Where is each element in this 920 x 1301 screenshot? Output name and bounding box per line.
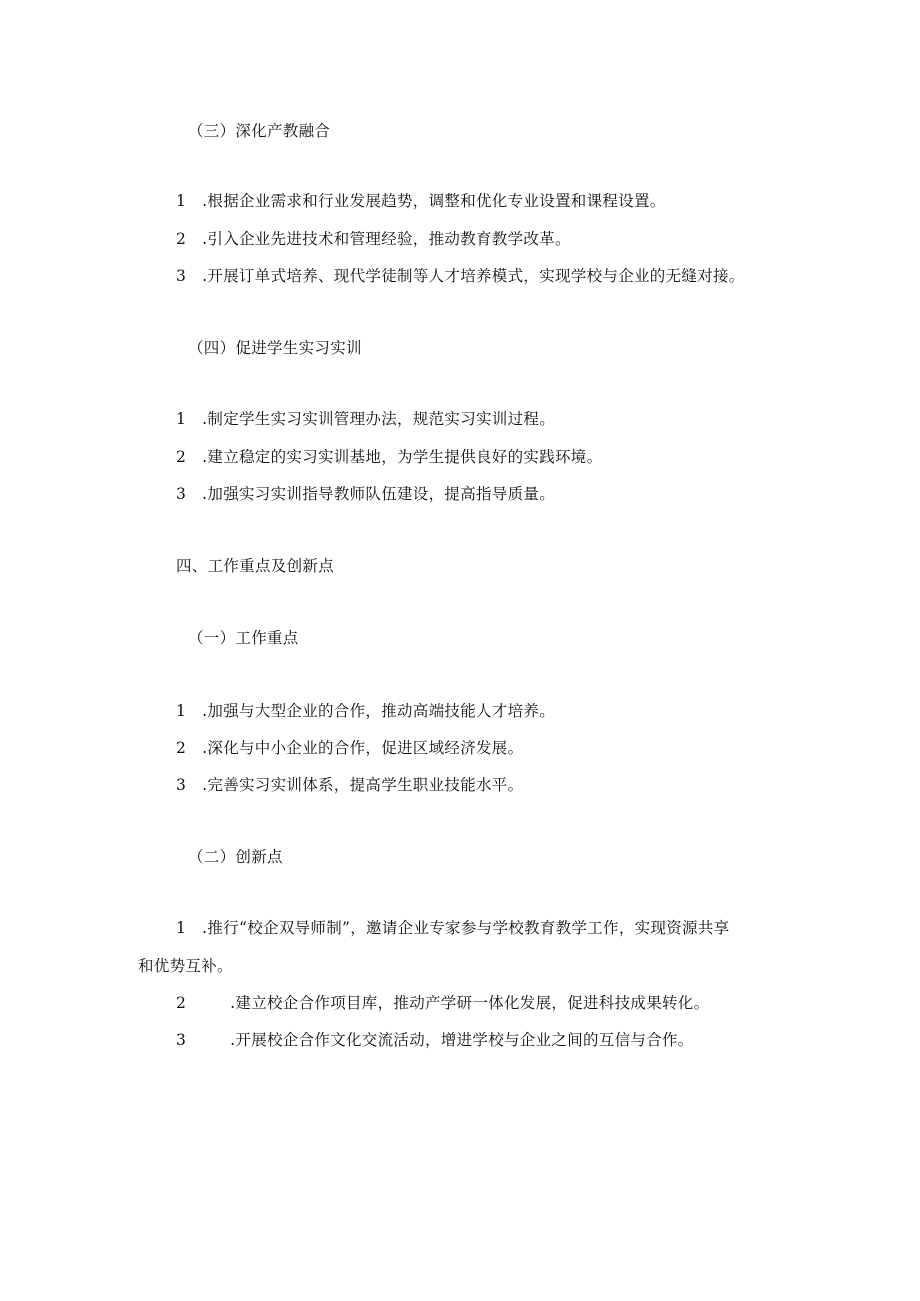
item-text: .建立稳定的实习实训基地，为学生提供良好的实践环境。 (202, 448, 603, 466)
list-item-continuation: 和优势互补。 (138, 957, 233, 975)
item-text: .加强实习实训指导教师队伍建设，提高指导质量。 (202, 485, 556, 503)
part-title: 四、工作重点及创新点 (176, 557, 335, 575)
item-text: .制定学生实习实训管理办法，规范实习实训过程。 (202, 410, 556, 428)
list-item (176, 701, 555, 721)
list-item (176, 1030, 694, 1050)
list-item (176, 738, 523, 758)
list-item (176, 775, 523, 795)
item-text: .加强与大型企业的合作，推动高端技能人才培养。 (202, 702, 556, 720)
item-number: 3 (176, 485, 187, 503)
item-text: .引入企业先进技术和管理经验，推动教育教学改革。 (202, 230, 571, 248)
list-item (176, 191, 666, 211)
item-number: 2 (176, 739, 187, 757)
list-item (176, 409, 555, 429)
item-number: 1 (176, 192, 187, 210)
list-item (176, 918, 729, 938)
list-item (176, 447, 602, 467)
item-text: .开展校企合作文化交流活动，增进学校与企业之间的互信与合作。 (230, 1031, 694, 1049)
item-text: .深化与中小企业的合作，促进区域经济发展。 (202, 739, 524, 757)
section-heading: （二）创新点 (188, 848, 283, 866)
item-text: .完善实习实训体系，提高学生职业技能水平。 (202, 776, 524, 794)
item-number: 3 (176, 267, 187, 285)
list-item (176, 993, 709, 1013)
section-heading: （四）促进学生实习实训 (188, 339, 362, 357)
item-text: .建立校企合作项目库，推动产学研一体化发展，促进科技成果转化。 (230, 994, 710, 1012)
section-heading: （三）深化产教融合 (188, 122, 331, 140)
item-number: 2 (176, 994, 187, 1012)
item-number: 1 (176, 410, 187, 428)
item-number: 1 (176, 702, 187, 720)
item-text: .根据企业需求和行业发展趋势，调整和优化专业设置和课程设置。 (202, 192, 666, 210)
item-number: 3 (176, 776, 187, 794)
item-number: 2 (176, 448, 187, 466)
item-text: .开展订单式培养、现代学徒制等人才培养模式，实现学校与企业的无缝对接。 (202, 267, 745, 285)
section-heading: （一）工作重点 (188, 629, 299, 647)
list-item (176, 229, 571, 249)
list-item (176, 484, 555, 504)
item-text: .推行“校企双导师制”，邀请企业专家参与学校教育教学工作，实现资源共享 (202, 919, 730, 937)
item-number: 3 (176, 1031, 187, 1049)
item-number: 2 (176, 230, 187, 248)
item-number: 1 (176, 919, 187, 937)
list-item (176, 266, 745, 286)
